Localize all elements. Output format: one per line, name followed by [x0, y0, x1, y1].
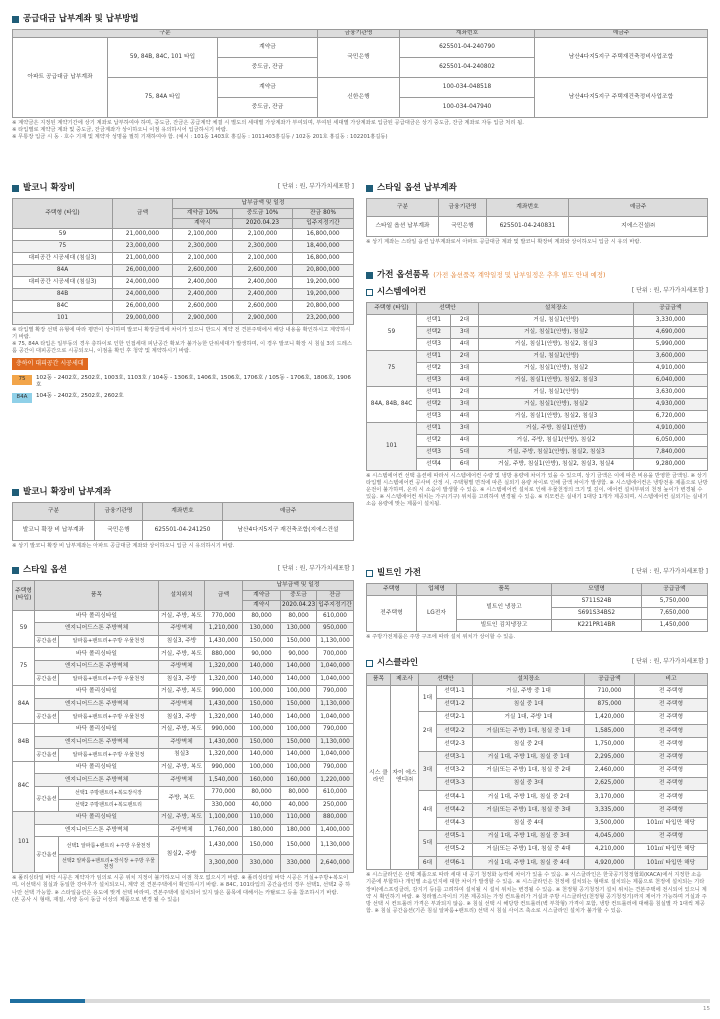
- builtin-heading: 빌트인 가전: [366, 568, 708, 579]
- table-row: 선택2 알파룸+팬트리+장식장 +주방 우물천정 3,300,000 330,000 330,000 2,640,000: [13, 855, 354, 873]
- sysclain-heading: 시스클라인: [366, 658, 708, 669]
- balcony-section: 발코니 확장비 [ 단위 : 원, 부가가치세포함 ] 주택형 (타입) 금액 납부금액 및 일정 계약금 10% 중도금 10% 잔금 80% 계약시 2020.04.23 입주지정기간 59 21,000,000 2,100,000 2,100,000 16,800,000 75 23,000,000 2,300,000 2,300,000 18,400,000 대피공간 시공세대 (침실3) 21,000,000 2,100,000 2,100,000 16,800,000 84A 26,000,000 2,600,000 2,600,000 20,800,000 대피공간 시공세대 (침실3) 24,000,000 2,400,000 2,400,000 19,200,000 84B 24,000,000 2,400,000 2,400,000 19,200,000 84C 26,000,000 2,600,000 2,600,000 20,800,000 101 29,000,000 2,900,000 2,900,000 23,200,000 ※ 타입별 확장 선택 유형에 따라 평면이 상이하며 발코니 확장금액에 차이가 있으니 반드시 계약 전 견본주택에서 해당 내용을 확인하시고 계약하시기 바람. ※ 75, 84A 타입은 일부동의 경우 층하이로 인한 인접세대 피난공간 확보가 불가능한 단위세대가 발생하며, 이 경우 발코니 확장 시 침실 3의 드레스룸 공간이 대피공간으로 시공되오니, 이점을 확인 후 청약 및 계약하시기 바람. 층하이 대피공간 시공세대 75 102동 - 2402호, 2502호, 1003호, 1103호 / 104동 - 1306호, 1406호, 1506호, 1706호 / 105동 - 1706호, 1806호, 1906호 84A 104동 - 2402호, 2502호, 2602호: [12, 183, 354, 403]
- square-bullet-icon: [12, 567, 19, 574]
- balcony-account-section: 발코니 확장비 납부계좌 구분 금융기관명 계좌번호 예금주 발코니 확장 비 납부계좌 국민은행 625501-04-241250 남산4다지5지구 재건축조합(지에스건설 ※ 상기 발코니 확장 비 납부계좌는 아파트 공급대금 계좌와 상이하오니 입금 시 유의하시기 바람.: [12, 487, 354, 550]
- table-row: 선택4-2 거실(또는 주방) 1대, 침실 중 3대 3,335,000 전 주택형: [367, 804, 708, 817]
- table-row: 시스 클라인 자이 에스앤디㈜ 1대 선택1-1 거실, 주방 중 1대 710,000 전 주택형: [367, 685, 708, 698]
- table-row: 엔지니어드스톤 주방벽체 주방벽체 1,430,000 150,000 150,000 1,130,000: [13, 698, 354, 711]
- sysclain-table: 품목 제조사 선택안 설치장소 공급금액 비고 시스 클라인 자이 에스앤디㈜ 1대 선택1-1 거실, 주방 중 1대 710,000 전 주택형 선택1-2 침실 중 1대 875,000 전 주택형 2대 선택2-1 거실 1대, 주방 1대 1,420,000 전 주택형 선택2-2 거실(또는 주방) 1대, 침실 중 1대 1,585,000 전 주택형 선택2-3 침실 중 2대 1,750,000 전 주택형 3대 선택3-1 거실 1대, 주방 1대, 침실 중 1대 2,295,000 전 주택형 선택3-2 거실(또는 주방) 1대, 침실 중 2대 2,460,000 전 주택형 선택3-3 침실 중 3대 2,625,000 전 주택형 4대 선택4-1 거실 1대, 주방 1대, 침실 중 2대 3,170,000 전 주택형 선택4-2 거실(또는 주방) 1대, 침실 중 3대 3,335,000 전 주택형 선택4-3 침실 중 4대 3,500,000 101㎡ 타입만 해당 5대 선택5-1 거실 1대, 주방 1대, 침실 중 3대 4,045,000 전 주택형 선택5-2 거실(또는 주방) 1대, 침실 중 4대 4,210,000 101㎡ 타입만 해당 6대 선택6-1 거실 1대, 주방 1대, 침실 중 4대 4,920,000 101㎡ 타입만 해당: [366, 673, 708, 871]
- table-row: 엔지니어드스톤 주방벽체 주방벽체 1,540,000 160,000 160,000 1,220,000: [13, 774, 354, 787]
- table-row: 선택5-2 거실(또는 주방) 1대, 침실 중 4대 4,210,000 101㎡ 타입만 해당: [367, 843, 708, 856]
- payment-section: [12, 14, 708, 141]
- table-row: 84B 24,000,000 2,400,000 2,400,000 19,200,000: [13, 288, 354, 300]
- table-row: 101 바닥 폴리싱타일 거실, 주방, 복도 1,100,000 110,000 110,000 880,000: [13, 812, 354, 825]
- balcony-notes: ※ 타입별 확장 선택 유형에 따라 평면이 상이하며 발코니 확장금액에 차이가 있으니 반드시 계약 전 견본주택에서 해당 내용을 확인하시고 계약하시기 바람. ※ 75, 84A 타입은 일부동의 경우 층하이로 인한 인접세대 피난공간 확보가 불가능한 단위세대가 발생하며, 이 경우 발코니 확장 시 침실 3의 드레스룸 공간이 대피공간으로 시공되오니, 이점을 확인 후 청약 및 계약하시기 바람.: [12, 326, 352, 355]
- table-row: 5대 선택5-1 거실 1대, 주방 1대, 침실 중 3대 4,045,000 전 주택형: [367, 830, 708, 843]
- hollow-square-bullet-icon: [366, 570, 373, 577]
- table-row: 대피공간 시공세대 (침실3) 21,000,000 2,100,000 2,100,000 16,800,000: [13, 252, 354, 264]
- style-account-table: 구분 금융기관명 계좌번호 예금주 스타일 옵션 납부계좌 국민은행 625501-04-240831 지에스건설㈜: [366, 198, 708, 237]
- legend-84a: 84A 104동 - 2402호, 2502호, 2602호: [12, 393, 354, 403]
- table-row: 선택3 4대 거실, 침실1(안방), 침실2, 침실3 6,040,000: [367, 374, 708, 386]
- table-row: 2대 선택2-1 거실 1대, 주방 1대 1,420,000 전 주택형: [367, 712, 708, 725]
- table-row: 대피공간 시공세대 (침실3) 24,000,000 2,400,000 2,400,000 19,200,000: [13, 276, 354, 288]
- builtin-table: 주택형 업체명 품목 모델명 공급금액 전주택형 LG전자 빌트인 냉장고 S711S24B 5,750,000 S691S34BS2 7,650,000 빌트인 김치냉장고 K221PR14BR 1,450,000: [366, 583, 708, 632]
- table-row: 선택2 4대 거실, 주방, 침실1(안방), 침실2 6,050,000: [367, 434, 708, 446]
- balcony-account-table: 구분 금융기관명 계좌번호 예금주 발코니 확장 비 납부계좌 국민은행 625501-04-241250 남산4다지5지구 재건축조합(지에스건설: [12, 502, 354, 541]
- style-account-section: 스타일 옵션 납부계좌 구분 금융기관명 계좌번호 예금주 스타일 옵션 납부계좌 국민은행 625501-04-240831 지에스건설㈜ ※ 상기 계좌는 스타일 옵션 납부계좌로서 아파트 공급대금 계좌 및 발코니 확장비 계좌와 상이하오니 입금 시 유의 바람.: [366, 183, 708, 246]
- style-option-heading: 스타일 옵션: [12, 565, 354, 576]
- aircon-heading: 시스템에어컨: [366, 287, 708, 298]
- payment-notes: ※ 계약금은 지정된 계약기간에 상기 계좌로 납부하여야 하며, 중도금, 잔금은 공급계약 체결 시 별도의 세대별 가상계좌가 부여되며, 부여된 세대별 가상계좌로 입금된 공급대금은 상기 중도금, 잔금 계좌로 자동 입금 처리 됨. ※ 타입별로 계약금 계좌 및 중도금, 잔금계좌가 상이하오니 이점 유의하시어 입금하시기 바람. ※ 무통장 입금 시 동 · 호수 기재 및 계약자 성명을 필히 기재하여야 함. (예시 : 101동 1403호 홍길동 : 1011403홍길동 / 102동 201호 홍길동 : 102201홍길동): [12, 119, 524, 141]
- style-option-table: 주택형 (타입) 품목 설치위치 금액 납부금액 및 일정 계약금 중도금 잔금 계약시 2020.04.23 입주지정기간 59 바닥 폴리싱타일 거실, 주방, 복도 770,000 80,000 80,000 610,000 엔지니어드스톤 주방벽체 주방벽체 1,210,000 130,000 130,000 950,000 공간옵션 알파룸+팬트리+주방 우물천정 침실3, 주방 1,430,000 150,000 150,000 1,130,000 75 바닥 폴리싱타일 거실, 주방, 복도 880,000 90,000 90,000 700,000 엔지니어드스톤 주방벽체 주방벽체 1,320,000 140,000 140,000 1,040,000 공간옵션 알파룸+팬트리+주방 우물천정 침실3, 주방 1,320,000 140,000 140,000 1,040,000 84A 바닥 폴리싱타일 거실, 주방, 복도 990,000 100,000 100,000 790,000 엔지니어드스톤 주방벽체 주방벽체 1,430,000 150,000 150,000 1,130,000 공간옵션 알파룸+팬트리+주방 우물천정 침실3, 주방 1,320,000 140,000 140,000 1,040,000 84B 바닥 폴리싱타일 거실, 주방, 복도 990,000 100,000 100,000 790,000 엔지니어드스톤 주방벽체 주방벽체 1,430,000 150,000 150,000 1,130,000 공간옵션 알파룸+팬트리+주방 우물천정 침실3 1,320,000 140,000 140,000 1,040,000 84C 바닥 폴리싱타일 거실, 주방, 복도 990,000 100,000 100,000 790,000 엔지니어드스톤 주방벽체 주방벽체 1,540,000 160,000 160,000 1,220,000 공간옵션 선택1 주방팬트리+복도장식장 주방, 복도 770,000 80,000 80,000 610,000 선택2 주방팬트리+복도팬트리 330,000 40,000 40,000 250,000 101 바닥 폴리싱타일 거실, 주방, 복도 1,100,000 110,000 110,000 880,000 엔지니어드스톤 주방벽체 주방벽체 1,760,000 180,000 180,000 1,400,000 공간옵션 선택1 알파룸+팬트리 +주방 우물천정 침실2, 주방 1,430,000 150,000 150,000 1,130,000 선택2 알파룸+팬트리+장식장 +주방 우물천정 3,300,000 330,000 330,000 2,640,000: [12, 580, 354, 874]
- footer-accent: [10, 999, 85, 1003]
- table-row: 선택2 주방팬트리+복도팬트리 330,000 40,000 40,000 250,000: [13, 799, 354, 812]
- table-row: 선택3 4대 거실, 침실1(안방), 침실2, 침실3 6,720,000: [367, 410, 708, 422]
- table-row: 공간옵션 알파룸+팬트리+주방 우물천정 침실3, 주방 1,320,000 140,000 140,000 1,040,000: [13, 673, 354, 686]
- table-row: 선택3-2 거실(또는 주방) 1대, 침실 중 2대 2,460,000 전 주택형: [367, 764, 708, 777]
- table-row: 84B 바닥 폴리싱타일 거실, 주방, 복도 990,000 100,000 100,000 790,000: [13, 723, 354, 736]
- table-row: 엔지니어드스톤 주방벽체 주방벽체 1,210,000 130,000 130,000 950,000: [13, 623, 354, 636]
- payment-heading: 공급대금 납부계좌 및 납부방법: [12, 14, 708, 25]
- square-bullet-icon: [366, 272, 373, 279]
- table-row: 엔지니어드스톤 주방벽체 주방벽체 1,760,000 180,000 180,000 1,400,000: [13, 824, 354, 837]
- table-row: 84C 26,000,000 2,600,000 2,600,000 20,800,000: [13, 300, 354, 312]
- sysclain-section: 시스클라인 [ 단위 : 원, 부가가치세포함 ] 품목 제조사 선택안 설치장소 공급금액 비고 시스 클라인 자이 에스앤디㈜ 1대 선택1-1 거실, 주방 중 1대 710,000 전 주택형 선택1-2 침실 중 1대 875,000 전 주택형 2대 선택2-1 거실 1대, 주방 1대 1,420,000 전 주택형 선택2-2 거실(또는 주방) 1대, 침실 중 1대 1,585,000 전 주택형 선택2-3 침실 중 2대 1,750,000 전 주택형 3대 선택3-1 거실 1대, 주방 1대, 침실 중 1대 2,295,000 전 주택형 선택3-2 거실(또는 주방) 1대, 침실 중 2대 2,460,000 전 주택형 선택3-3 침실 중 3대 2,625,000 전 주택형 4대 선택4-1 거실 1대, 주방 1대, 침실 중 2대 3,170,000 전 주택형 선택4-2 거실(또는 주방) 1대, 침실 중 3대 3,335,000 전 주택형 선택4-3 침실 중 4대 3,500,000 101㎡ 타입만 해당 5대 선택5-1 거실 1대, 주방 1대, 침실 중 3대 4,045,000 전 주택형 선택5-2 거실(또는 주방) 1대, 침실 중 4대 4,210,000 101㎡ 타입만 해당 6대 선택6-1 거실 1대, 주방 1대, 침실 중 4대 4,920,000 101㎡ 타입만 해당 ※ 시스클라인은 선택 제품으로 따라 세대 내 공기 청정화 능력에 차이가 있을 수 있음. ※ 시스클라인은 한국공기청정협회(KACA)에서 지정한 소음 기준에 부합하나 개인별 소음인지에 대한 차이가 발생할 수 있음. ※ 시스클라인은 천정에 설치되는 형태로 설치되는 제품으로 천정에 설치되는 기타 장비(에스프링클러, 감지기 등)를 고려하여 설치될 시 설치 위치는 변경될 수 있음. ※ 천정형 공기청정기 설치 위치는 견본주택에 전시되어 있으니 계약 시 확인하기 바람. ※ 청라필스자이의 기본 제공되는 가정 컨트롤러가 거실과 주방 시스클라인(천정형 공기청정기)까지 제어가 가능하며 거실과 주방 선택 시 컨트롤러 가격은 부과되지 않음. ※ 침실 선택 시 해당방 컨트롤러(벽 부착형) 가격이 포함, 냉방 컨트롤러에 대해를 침실별 각 1대씩 제공함. ※ 침실 공간옵션(기존 침실 알파룸+팬트리) 선택 시 침실 사이즈 축소로 시스클라인 설치가 불가할 수 있음.: [366, 658, 708, 914]
- style-notes: ※ 폴리싱타일 바닥 시공은 계약자가 임의로 시공 위치 지정이 불가하오니 이점 착오 없으시기 바람. ※ 폴리싱타일 바닥 시공은 거실+주방+복도이며, 이선택시 침실과 동일한 강마루가 설치되오니, 계약 전 견본주택에서 확인하시기 바람. ※ 84C, 101타입의 공간옵션의 경우 선택1, 선택2 중 하나만 선택 가능함. ※ 스타일옵션은 용도에 맞게 선택 바라며, 견본주택에 설치되어 있지 않은 품목에 대해서는 카탈로그 등을 참조하시기 바람. (본 공사 시 형태, 재질, 사양 등이 동급 이상의 제품으로 변경 될 수 있음): [12, 875, 351, 903]
- payment-table: 구분 금융기관명 계좌번호 예금주 아파트 공급대금 납부계좌 59, 84B, 84C, 101 타입 계약금 국민은행 625501-04-240790 남산4다지5지구 주택재건축정비사업조합 중도금, 잔금 625501-04-240802 75, 84A 타입 계약금 신한은행 100-034-048518 남산4다지5지구 주택재건축정비사업조합 중도금, 잔금 100-034-047940: [12, 29, 708, 118]
- aircon-section: 시스템에어컨 [ 단위 : 원, 부가가치세포함 ] 주택형 (타입) 선택안 설치장소 공급금액 59 선택1 2대 거실, 침실1(안방) 3,330,000 선택2 3대 거실, 침실1(안방), 침실2 4,690,000 선택3 4대 거실, 침실1(안방), 침실2, 침실3 5,990,000 75 선택1 2대 거실, 침실1(안방) 3,600,000 선택2 3대 거실, 침실1(안방), 침실2 4,910,000 선택3 4대 거실, 침실1(안방), 침실2, 침실3 6,040,000 84A, 84B, 84C 선택1 2대 거실, 침실1(안방) 3,630,000 선택2 3대 거실, 침실1(안방), 침실2 4,930,000 선택3 4대 거실, 침실1(안방), 침실2, 침실3 6,720,000 101 선택1 3대 거실, 주방, 침실1(안방) 4,910,000 선택2 4대 거실, 주방, 침실1(안방), 침실2 6,050,000 선택3 5대 거실, 주방, 침실1(안방), 침실2, 침실3 7,840,000 선택4 6대 거실, 주방, 침실1(안방), 침실2, 침실3, 침실4 9,280,000 ※ 시스템에어컨 선택 옵션에 따라서 시스템에어컨 수량 및 냉방 용량에 차이가 있을 수 있으며, 상기 금액은 이에 따른 비용을 반영한 금액임. ※ 상기 타입별 시스템에어컨 공사비 산정 시, 주택형별 면적에 따른 실외기 용량 차이로 인해 금액 차이가 발생함. ※ 시스템에어컨은 냉방전용 제품으로 난방 운전이 불가하며, 온리 시 소음이 발생할 수 있음. ※ 시스템에어컨 설치로 인해 우물천정의 크기 및 깊이, 에어컨 설치부위의 천정 높이가 변경될 수 있음. ※ 시스템에어컨 위치는 가구(기구) 위치를 고려하여 변경될 수 있음. ※ 리모컨은 실내기 1대당 1개가 제공되며, 시스템에어컨 실외기는 실내기 소음 용량에 맞는 제품이 설치됨.: [366, 287, 708, 508]
- balcony-heading: 발코니 확장비: [12, 183, 354, 194]
- table-row: 공간옵션 알파룸+팬트리+주방 우물천정 침실3, 주방 1,430,000 150,000 150,000 1,130,000: [13, 635, 354, 648]
- table-row: 84A 바닥 폴리싱타일 거실, 주방, 복도 990,000 100,000 100,000 790,000: [13, 686, 354, 699]
- square-bullet-icon: [12, 16, 19, 23]
- table-row: 59 21,000,000 2,100,000 2,100,000 16,800,000: [13, 228, 354, 240]
- home-option-heading: 가전 옵션품목 (가전 옵션품목 계약일정 및 납부일정은 추후 별도 안내 예정): [366, 270, 708, 281]
- table-row: 3대 선택3-1 거실 1대, 주방 1대, 침실 중 1대 2,295,000 전 주택형: [367, 751, 708, 764]
- square-bullet-icon: [12, 185, 19, 192]
- table-row: 101 선택1 3대 거실, 주방, 침실1(안방) 4,910,000: [367, 422, 708, 434]
- hollow-square-bullet-icon: [366, 289, 373, 296]
- balcony-account-heading: 발코니 확장비 납부계좌: [12, 487, 354, 498]
- table-row: 84C 바닥 폴리싱타일 거실, 주방, 복도 990,000 100,000 100,000 790,000: [13, 761, 354, 774]
- hollow-square-bullet-icon: [366, 660, 373, 667]
- table-row: 엔지니어드스톤 주방벽체 주방벽체 1,320,000 140,000 140,000 1,040,000: [13, 661, 354, 674]
- table-row: 4대 선택4-1 거실 1대, 주방 1대, 침실 중 2대 3,170,000 전 주택형: [367, 791, 708, 804]
- table-row: 공간옵션 선택1 주방팬트리+복도장식장 주방, 복도 770,000 80,000 80,000 610,000: [13, 786, 354, 799]
- square-bullet-icon: [12, 489, 19, 496]
- table-row: 75 바닥 폴리싱타일 거실, 주방, 복도 880,000 90,000 90,000 700,000: [13, 648, 354, 661]
- style-account-heading: 스타일 옵션 납부계좌: [366, 183, 708, 194]
- table-row: 공간옵션 알파룸+팬트리+주방 우물천정 침실3 1,320,000 140,000 140,000 1,040,000: [13, 749, 354, 762]
- table-row: 선택2 3대 거실, 침실1(안방), 침실2 4,690,000: [367, 326, 708, 338]
- table-row: 선택4-3 침실 중 4대 3,500,000 101㎡ 타입만 해당: [367, 817, 708, 830]
- table-row: 선택3 4대 거실, 침실1(안방), 침실2, 침실3 5,990,000: [367, 338, 708, 350]
- table-row: 선택2-3 침실 중 2대 1,750,000 전 주택형: [367, 738, 708, 751]
- refuge-space-badge: 층하이 대피공간 시공세대: [12, 358, 88, 370]
- home-option-section: [366, 270, 708, 285]
- table-row: 59 선택1 2대 거실, 침실1(안방) 3,330,000: [367, 314, 708, 326]
- table-row: 101 29,000,000 2,900,000 2,900,000 23,200,000: [13, 312, 354, 324]
- table-row: 84A, 84B, 84C 선택1 2대 거실, 침실1(안방) 3,630,000: [367, 386, 708, 398]
- table-row: 선택2 3대 거실, 침실1(안방), 침실2 4,910,000: [367, 362, 708, 374]
- aircon-table: 주택형 (타입) 선택안 설치장소 공급금액 59 선택1 2대 거실, 침실1(안방) 3,330,000 선택2 3대 거실, 침실1(안방), 침실2 4,690,000 선택3 4대 거실, 침실1(안방), 침실2, 침실3 5,990,000 75 선택1 2대 거실, 침실1(안방) 3,600,000 선택2 3대 거실, 침실1(안방), 침실2 4,910,000 선택3 4대 거실, 침실1(안방), 침실2, 침실3 6,040,000 84A, 84B, 84C 선택1 2대 거실, 침실1(안방) 3,630,000 선택2 3대 거실, 침실1(안방), 침실2 4,930,000 선택3 4대 거실, 침실1(안방), 침실2, 침실3 6,720,000 101 선택1 3대 거실, 주방, 침실1(안방) 4,910,000 선택2 4대 거실, 주방, 침실1(안방), 침실2 6,050,000 선택3 5대 거실, 주방, 침실1(안방), 침실2, 침실3 7,840,000 선택4 6대 거실, 주방, 침실1(안방), 침실2, 침실3, 침실4 9,280,000: [366, 302, 708, 471]
- table-row: 75 23,000,000 2,300,000 2,300,000 18,400,000: [13, 240, 354, 252]
- builtin-section: 빌트인 가전 [ 단위 : 원, 부가가치세포함 ] 주택형 업체명 품목 모델명 공급금액 전주택형 LG전자 빌트인 냉장고 S711S24B 5,750,000 S691S34BS2 7,650,000 빌트인 김치냉장고 K221PR14BR 1,450,000 ※ 주방가전제품은 주방 구조에 따라 설치 위치가 상이할 수 있음.: [366, 568, 708, 640]
- table-row: 75 선택1 2대 거실, 침실1(안방) 3,600,000: [367, 350, 708, 362]
- table-row: 선택4 6대 거실, 주방, 침실1(안방), 침실2, 침실3, 침실4 9,280,000: [367, 458, 708, 470]
- table-row: 선택2 3대 거실, 침실1(안방), 침실2 4,930,000: [367, 398, 708, 410]
- table-row: 선택1-2 침실 중 1대 875,000 전 주택형: [367, 698, 708, 711]
- table-row: 선택3-3 침실 중 3대 2,625,000 전 주택형: [367, 777, 708, 790]
- style-option-section: 스타일 옵션 [ 단위 : 원, 부가가치세포함 ] 주택형 (타입) 품목 설치위치 금액 납부금액 및 일정 계약금 중도금 잔금 계약시 2020.04.23 입주지정기간 59 바닥 폴리싱타일 거실, 주방, 복도 770,000 80,000 80,000 610,000 엔지니어드스톤 주방벽체 주방벽체 1,210,000 130,000 130,000 950,000 공간옵션 알파룸+팬트리+주방 우물천정 침실3, 주방 1,430,000 150,000 150,000 1,130,000 75 바닥 폴리싱타일 거실, 주방, 복도 880,000 90,000 90,000 700,000 엔지니어드스톤 주방벽체 주방벽체 1,320,000 140,000 140,000 1,040,000 공간옵션 알파룸+팬트리+주방 우물천정 침실3, 주방 1,320,000 140,000 140,000 1,040,000 84A 바닥 폴리싱타일 거실, 주방, 복도 990,000 100,000 100,000 790,000 엔지니어드스톤 주방벽체 주방벽체 1,430,000 150,000 150,000 1,130,000 공간옵션 알파룸+팬트리+주방 우물천정 침실3, 주방 1,320,000 140,000 140,000 1,040,000 84B 바닥 폴리싱타일 거실, 주방, 복도 990,000 100,000 100,000 790,000 엔지니어드스톤 주방벽체 주방벽체 1,430,000 150,000 150,000 1,130,000 공간옵션 알파룸+팬트리+주방 우물천정 침실3 1,320,000 140,000 140,000 1,040,000 84C 바닥 폴리싱타일 거실, 주방, 복도 990,000 100,000 100,000 790,000 엔지니어드스톤 주방벽체 주방벽체 1,540,000 160,000 160,000 1,220,000 공간옵션 선택1 주방팬트리+복도장식장 주방, 복도 770,000 80,000 80,000 610,000 선택2 주방팬트리+복도팬트리 330,000 40,000 40,000 250,000 101 바닥 폴리싱타일 거실, 주방, 복도 1,100,000 110,000 110,000 880,000 엔지니어드스톤 주방벽체 주방벽체 1,760,000 180,000 180,000 1,400,000 공간옵션 선택1 알파룸+팬트리 +주방 우물천정 침실2, 주방 1,430,000 150,000 150,000 1,130,000 선택2 알파룸+팬트리+장식장 +주방 우물천정 3,300,000 330,000 330,000 2,640,000 ※ 폴리싱타일 바닥 시공은 계약자가 임의로 시공 위치 지정이 불가하오니 이점 착오 없으시기 바람. ※ 폴리싱타일 바닥 시공은 거실+주방+복도이며, 이선택시 침실과 동일한 강마루가 설치되오니, 계약 전 견본주택에서 확인하시기 바람. ※ 84C, 101타입의 공간옵션의 경우 선택1, 선택2 중 하나만 선택 가능함. ※ 스타일옵션은 용도에 맞게 선택 바라며, 견본주택에 설치되어 있지 않은 품목에 대해서는 카탈로그 등을 참조하시기 바람. (본 공사 시 형태, 재질, 사양 등이 동급 이상의 제품으로 변경 될 수 있음): [12, 565, 354, 903]
- balcony-table: 주택형 (타입) 금액 납부금액 및 일정 계약금 10% 중도금 10% 잔금 80% 계약시 2020.04.23 입주지정기간 59 21,000,000 2,100,000 2,100,000 16,800,000 75 23,000,000 2,300,000 2,300,000 18,400,000 대피공간 시공세대 (침실3) 21,000,000 2,100,000 2,100,000 16,800,000 84A 26,000,000 2,600,000 2,600,000 20,800,000 대피공간 시공세대 (침실3) 24,000,000 2,400,000 2,400,000 19,200,000 84B 24,000,000 2,400,000 2,400,000 19,200,000 84C 26,000,000 2,600,000 2,600,000 20,800,000 101 29,000,000 2,900,000 2,900,000 23,200,000: [12, 198, 354, 325]
- table-row: 공간옵션 알파룸+팬트리+주방 우물천정 침실3, 주방 1,320,000 140,000 140,000 1,040,000: [13, 711, 354, 724]
- square-bullet-icon: [366, 185, 373, 192]
- footer-bar: [10, 999, 710, 1003]
- table-row: 84A 26,000,000 2,600,000 2,600,000 20,800,000: [13, 264, 354, 276]
- table-row: 엔지니어드스톤 주방벽체 주방벽체 1,430,000 150,000 150,000 1,130,000: [13, 736, 354, 749]
- page-number: 15: [703, 1006, 710, 1012]
- table-row: 선택3 5대 거실, 주방, 침실1(안방), 침실2, 침실3 7,840,000: [367, 446, 708, 458]
- table-row: 59 바닥 폴리싱타일 거실, 주방, 복도 770,000 80,000 80,000 610,000: [13, 610, 354, 623]
- table-row: 공간옵션 선택1 알파룸+팬트리 +주방 우물천정 침실2, 주방 1,430,000 150,000 150,000 1,130,000: [13, 837, 354, 855]
- table-row: 6대 선택6-1 거실 1대, 주방 1대, 침실 중 4대 4,920,000 101㎡ 타입만 해당: [367, 857, 708, 870]
- legend-75: 75 102동 - 2402호, 2502호, 1003호, 1103호 / 104동 - 1306호, 1406호, 1506호, 1706호 / 105동 - 1706호, 1806호, 1906호: [12, 375, 354, 389]
- table-row: 선택2-2 거실(또는 주방) 1대, 침실 중 1대 1,585,000 전 주택형: [367, 725, 708, 738]
